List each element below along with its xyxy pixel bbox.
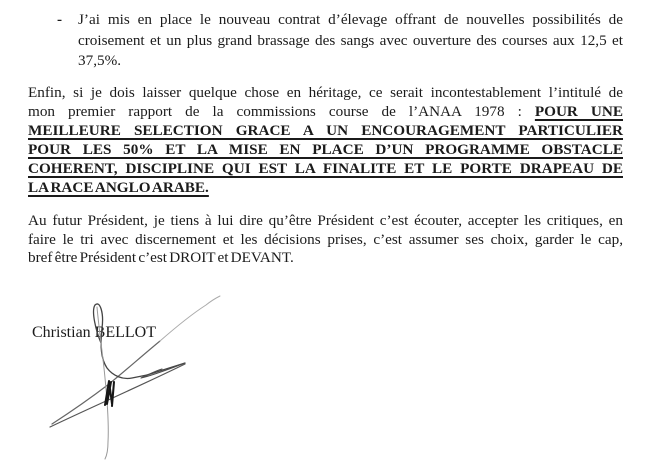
manifesto-emphasis-line-4: LA RACE ANGLO ARABE. [28,179,209,196]
bullet-line-1: J’ai mis en place le nouveau contrat d’élevage offrant de nouvelles possibilités de [78,11,623,28]
heritage-line-2 [28,102,623,121]
heritage-paragraph [28,83,623,197]
president-line-2: faire le tri avec discernement et les décisions prises, c’est assumer ses choix, garder le cap, [28,230,623,248]
heritage-line-1: Enfin, si je dois laisser quelque chose en héritage, ce serait incontestablement l’intitulé de [28,84,623,101]
president-line-1: Au futur Président, je tiens à lui dire qu’être Président c’est écouter, accepter les critiques, en [28,212,623,229]
bullet-line-3: 37,5%. [78,52,122,69]
signature-stroke-sweep-lower [52,341,160,424]
signature-stroke-diagonal [50,364,185,427]
signature-stroke-sweep-upper [160,296,220,341]
bullet-line-2: croisement et un plus grand brassage des sangs avec ouverture des courses aux 12,5 et [78,31,623,49]
bullet-marker: - [57,11,63,28]
signature-stroke-arrow-shaft [147,363,185,375]
bullet-text [78,10,623,72]
heritage-line-2-normal: mon premier rapport de la commissions course de l’ANAA 1978 : [28,103,522,120]
signatory-name: Christian BELLOT [32,324,156,341]
president-line-3: bref être Président c’est DROIT et DEVANT. [28,249,294,266]
signature-stroke-scribble [105,381,114,406]
president-paragraph [28,212,623,268]
bullet-list-item [28,10,623,72]
manifesto-emphasis-line-2: POUR LES 50% ET LA MISE EN PLACE D’UN PROGRAMME OBSTACLE [28,141,623,158]
manifesto-emphasis-line-1: MEILLEURE SELECTION GRACE A UN ENCOURAGEMENT PARTICULIER [28,122,623,139]
signature-stroke-arrow-return [141,363,185,378]
manifesto-emphasis-line-3: COHERENT, DISCIPLINE QUI EST LA FINALITE ET LE PORTE DRAPEAU DE [28,160,623,177]
heritage-line-2-emphasis: POUR UNE [534,103,623,120]
